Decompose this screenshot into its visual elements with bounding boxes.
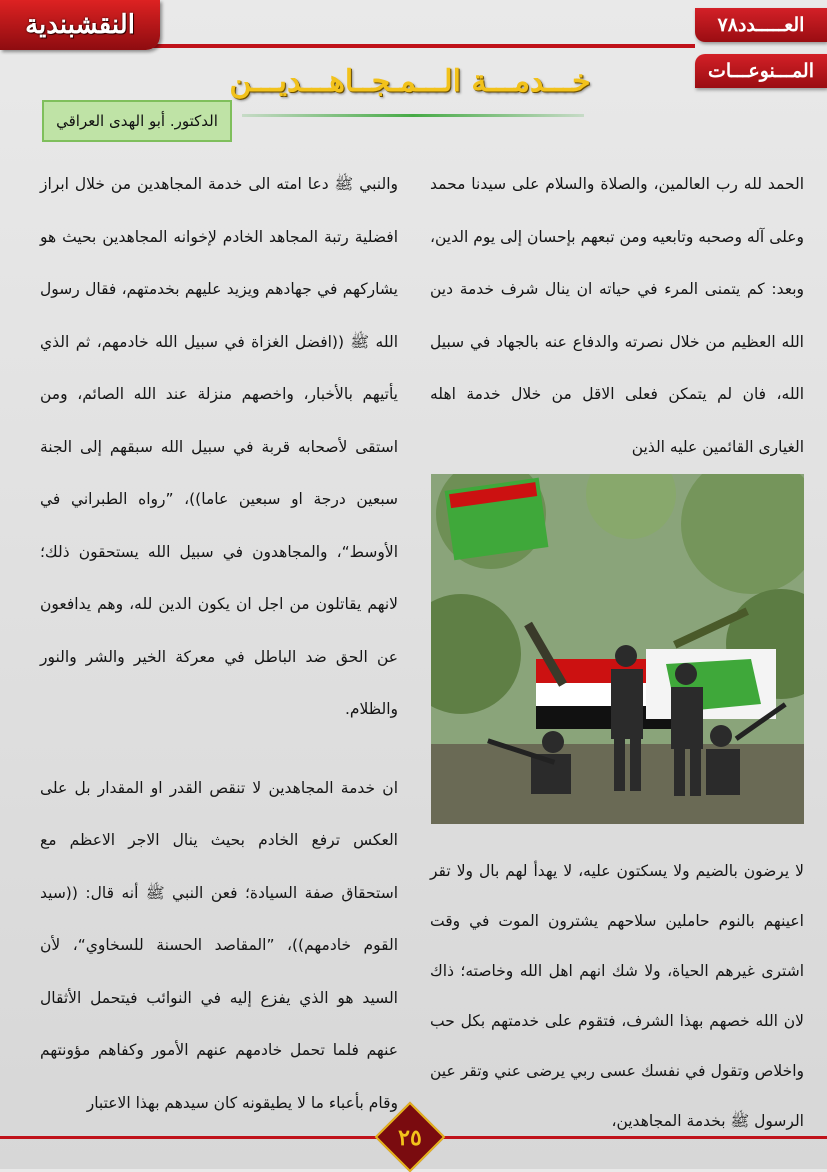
left-column	[40, 158, 398, 1129]
magazine-logo	[0, 0, 160, 50]
title-underline	[242, 114, 584, 117]
fighters-photo-illustration	[431, 474, 804, 824]
paragraph-hadith: والنبي ﷺ دعا امته الى خدمة المجاهدين من خلال ابراز افضلية رتبة المجاهد الخادم لإخوانه المجاهدين بحيث هو يشاركهم في جهادهم ويزيد عليهم بخدمتهم، فقال رسول الله ﷺ ((افضل الغزاة في سبيل الله خادمهم، ثم الذي يأتيهم بالأخبار، واخصهم منزلة عند الله الصائم، ومن استقى لأصحابه قربة في سبيل الله سبقهم إلى الجنة سبعين درجة او سبعين عاما))، ”رواه الطبراني في الأوسط“، والمجاهدون في سبيل الله يستحقون ذلك؛ لانهم يقاتلون من اجل ان يكون الدين لله، وهم يدافعون عن الحق ضد الباطل في معركة الخير والشر والنور والظلام.	[40, 175, 398, 718]
section-badge	[695, 54, 827, 88]
author-box: الدكتور. أبو الهدى العراقي	[42, 100, 232, 142]
issue-label: العـــــدد٧٨	[717, 14, 805, 36]
article-photo	[431, 474, 804, 824]
article-title: خـــدمـــة الـــمـجــاهـــديـــن	[229, 64, 591, 99]
header-rule	[150, 44, 695, 48]
page-number: ٢٥	[398, 1125, 422, 1151]
paragraph-intro: الحمد لله رب العالمين، والصلاة والسلام على سيدنا محمد وعلى آله وصحبه وتابعيه ومن تبعهم بإحسان إلى يوم الدين، وبعد: كم يتمنى المرء في حياته ان ينال شرف خدمة دين الله العظيم من خلال نصرته والدفاع عنه بالجهاد في سبيل الله، فان لم يتمكن فعلى الاقل من خلال خدمة اهله الغيارى القائمين عليه الذين	[430, 175, 804, 456]
issue-badge	[695, 8, 827, 42]
right-column-bottom	[430, 846, 804, 1146]
paragraph-service: ان خدمة المجاهدين لا تنقص القدر او المقدار بل على العكس ترفع الخادم بحيث ينال الاجر الاعظم مع استحقاق صفة السيادة؛ فعن النبي ﷺ أنه قال: ((سيد القوم خادمهم))، ”المقاصد الحسنة للسخاوي“، لأن السيد هو الذي يفزع إليه في النوائب فيتحمل الأثقال عنهم فلما تحمل خادمهم عنهم الأمور وكفاهم مؤونتهم وقام بأعباء ما لا يطيقونه كان سيدهم بهذا الاعتبار	[40, 778, 398, 1112]
paragraph-continued: لا يرضون بالضيم ولا يسكتون عليه، لا يهدأ لهم بال ولا تقر اعينهم بالنوم حاملين سلاحهم يشترون الموت في وقت اشترى غيرهم الحياة، ولا شك انهم اهل الله وخاصته؛ ذاك لان الله خصهم بهذا الشرف، فتقوم على خدمتهم بكل حب واخلاص وتقول في نفسك عسى ربي يرضى عني وتقر عين الرسول ﷺ بخدمة المجاهدين،	[430, 862, 804, 1130]
right-column-top	[430, 158, 804, 473]
section-label: المـــنوعـــات	[707, 60, 814, 82]
magazine-name: النقشبندية	[25, 10, 135, 40]
